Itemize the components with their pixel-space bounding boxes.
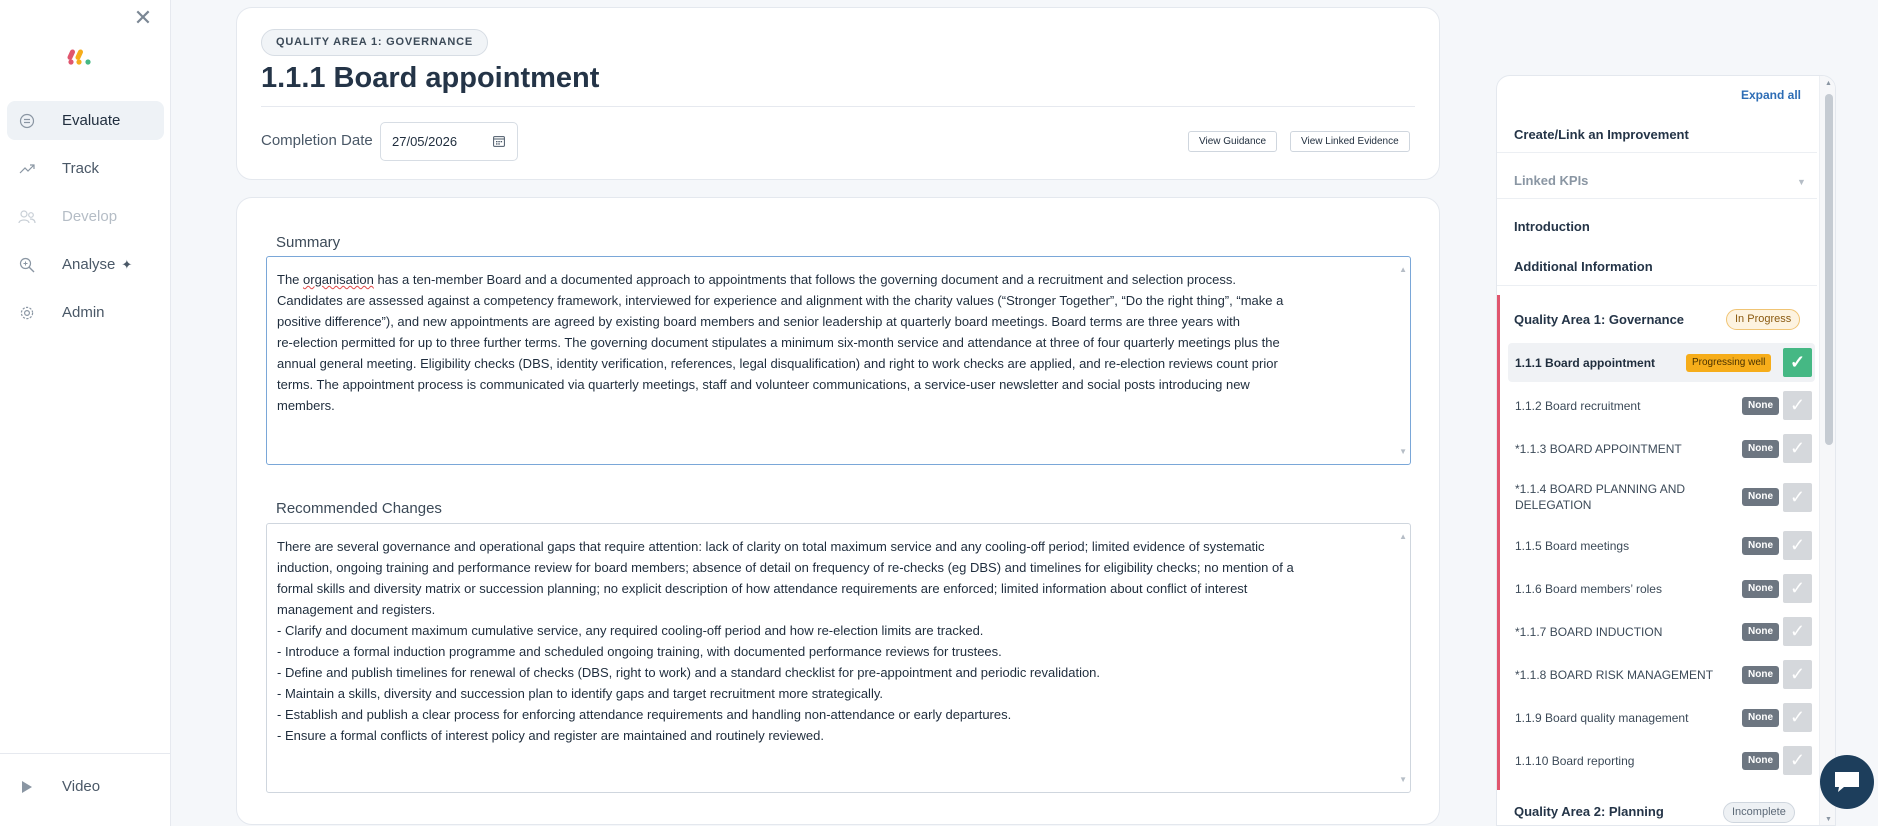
standard-item-1-1-5[interactable] [1508, 526, 1815, 565]
summary-text-start: The [277, 272, 304, 287]
scroll-down-icon[interactable]: ▼ [1399, 775, 1407, 784]
item-label: 1.1.9 Board quality management [1515, 710, 1689, 725]
nav-label: Analyse [62, 256, 116, 273]
check-icon[interactable]: ✓ [1783, 660, 1812, 689]
calendar-icon[interactable] [493, 135, 505, 147]
divider [261, 106, 1415, 107]
expand-all-link[interactable]: Expand all [1740, 88, 1801, 102]
page-title: 1.1.1 Board appointment [261, 62, 600, 94]
check-icon[interactable]: ✓ [1783, 483, 1812, 512]
check-icon[interactable]: ✓ [1783, 574, 1812, 603]
item-label: *1.1.8 BOARD RISK MANAGEMENT [1515, 667, 1714, 682]
nav-item-develop[interactable] [7, 197, 164, 236]
nav-label: Track [62, 160, 99, 177]
check-icon[interactable]: ✓ [1783, 703, 1812, 732]
standard-item-1-1-2[interactable] [1508, 386, 1815, 425]
evaluate-icon [17, 111, 37, 131]
sidebar [0, 0, 171, 826]
rating-tag: None [1742, 537, 1779, 555]
check-icon[interactable]: ✓ [1783, 617, 1812, 646]
standard-header-card [236, 7, 1440, 180]
scroll-up-icon[interactable]: ▲ [1825, 80, 1832, 87]
additional-information-link[interactable]: Additional Information [1514, 259, 1653, 274]
chevron-down-icon[interactable]: ▼ [1797, 177, 1806, 187]
create-link-improvement[interactable]: Create/Link an Improvement [1514, 127, 1689, 142]
recommended-changes-label: Recommended Changes [276, 500, 442, 517]
quality-area-1-title[interactable]: Quality Area 1: Governance [1514, 312, 1685, 327]
standard-item-1-1-9[interactable] [1508, 698, 1815, 737]
item-label: 1.1.6 Board members’ roles [1515, 581, 1662, 596]
check-icon[interactable]: ✓ [1783, 348, 1812, 377]
nav-label: Develop [62, 208, 118, 225]
scroll-down-icon[interactable]: ▼ [1825, 816, 1832, 823]
chat-launcher-button[interactable] [1820, 755, 1874, 809]
gear-icon [17, 303, 37, 323]
close-icon[interactable]: ✕ [133, 5, 153, 30]
divider [1497, 152, 1817, 153]
scrollbar-thumb[interactable] [1825, 94, 1833, 445]
rating-tag: None [1742, 397, 1779, 415]
view-guidance-button[interactable]: View Guidance [1188, 131, 1277, 152]
standard-item-1-1-4[interactable] [1508, 472, 1815, 522]
summary-label: Summary [276, 234, 341, 251]
item-label: 1.1.2 Board recruitment [1515, 398, 1641, 413]
divider [1497, 198, 1817, 199]
navigation-panel [1496, 75, 1836, 826]
introduction-link[interactable]: Introduction [1514, 219, 1590, 234]
nav-item-track[interactable] [7, 149, 164, 188]
check-icon[interactable]: ✓ [1783, 746, 1812, 775]
play-icon [17, 777, 37, 797]
standard-item-1-1-7[interactable] [1508, 612, 1815, 651]
item-label: *1.1.7 BOARD INDUCTION [1515, 624, 1663, 639]
rating-tag: Progressing well [1686, 354, 1771, 372]
scroll-down-icon[interactable]: ▼ [1399, 447, 1407, 456]
recommended-changes-textarea[interactable] [266, 523, 1411, 793]
completion-date-label: Completion Date [261, 132, 373, 149]
item-label: *1.1.4 BOARD PLANNING AND DELEGATION [1515, 482, 1686, 512]
nav-item-admin[interactable] [7, 293, 164, 332]
view-linked-evidence-button[interactable]: View Linked Evidence [1290, 131, 1410, 152]
standard-item-1-1-1[interactable] [1508, 343, 1815, 382]
rating-tag: None [1742, 440, 1779, 458]
item-label: 1.1.10 Board reporting [1515, 753, 1635, 768]
check-icon[interactable]: ✓ [1783, 391, 1812, 420]
check-icon[interactable]: ✓ [1783, 434, 1812, 463]
trend-icon [17, 159, 37, 179]
quality-area-badge: QUALITY AREA 1: GOVERNANCE [261, 29, 488, 56]
main-nav [7, 101, 164, 341]
nav-item-video[interactable] [7, 767, 164, 806]
evaluation-card [236, 197, 1440, 825]
nav-item-analyse[interactable] [7, 245, 164, 284]
nav-label: Evaluate [62, 112, 121, 129]
rating-tag: None [1742, 488, 1779, 506]
people-icon [17, 207, 37, 227]
rating-tag: None [1742, 580, 1779, 598]
rating-tag: None [1742, 666, 1779, 684]
rating-tag: None [1742, 709, 1779, 727]
quality-area-1-group [1497, 295, 1819, 790]
item-label: *1.1.3 BOARD APPOINTMENT [1515, 441, 1682, 456]
divider [1497, 285, 1817, 286]
nav-label: Video [62, 778, 101, 795]
standard-item-1-1-10[interactable] [1508, 741, 1815, 780]
scroll-up-icon[interactable]: ▲ [1399, 265, 1407, 274]
spelling-error: organisation [303, 272, 374, 287]
scroll-up-icon[interactable]: ▲ [1399, 532, 1407, 541]
rating-tag: None [1742, 623, 1779, 641]
standard-item-1-1-8[interactable] [1508, 655, 1815, 694]
status-badge: In Progress [1726, 309, 1800, 330]
nav-item-evaluate[interactable] [7, 101, 164, 140]
search-icon [17, 255, 37, 275]
check-icon[interactable]: ✓ [1783, 531, 1812, 560]
standard-item-1-1-3[interactable] [1508, 429, 1815, 468]
chat-icon [1832, 769, 1862, 795]
summary-textarea[interactable] [266, 256, 1411, 465]
panel-scrollbar[interactable] [1819, 76, 1836, 826]
nav-label: Admin [62, 304, 105, 321]
sparkle-icon: ✦ [121, 256, 133, 272]
quality-area-2-title[interactable]: Quality Area 2: Planning [1514, 804, 1664, 819]
summary-text-rest: has a ten-member Board and a documented approach to appointments that follows the governing document and a recruitment and selection process. Candidates are assessed against a competency framework, interviewed for experience and alignment with the charity values (“Stronger Together”, “Do the right thing”, “make a positive difference”), and new appointments are agreed by existing board members and senior leadership at quarterly board meetings. Board terms are three years with re-election permitted for up to three further terms. The governing document stipulates a minimum six-month service and attendance at three of four quarterly meetings plus the annual general meeting. Eligibility checks (DBS, identity verification, references, legal disqualification) and right to work checks are applied, and re-election reviews count prior terms. The appointment process is communicated via quarterly meetings, staff and volunteer communications, a service-user newsletter and social posts introducing new members. [277, 272, 1284, 413]
item-label: 1.1.5 Board meetings [1515, 538, 1630, 553]
app-logo [66, 46, 96, 66]
status-badge: Incomplete [1723, 802, 1795, 823]
item-label: 1.1.1 Board appointment [1515, 355, 1656, 370]
rating-tag: None [1742, 752, 1779, 770]
divider [0, 753, 170, 754]
standard-item-1-1-6[interactable] [1508, 569, 1815, 608]
recommended-changes-text: There are several governance and operational gaps that require attention: lack of clarity on total maximum service and any cooling-off period; limited evidence of systematic induction, ongoing training and performance review for board members; absence of detail on frequency of re-checks (eg DBS) and timelines for eligibility checks; no mention of a formal skills and diversity matrix or succession planning; no explicit description of how attendance requirements are enforced; limited information about conflict of interest management and registers. - Clarify and document maximum cumulative service, any required cooling-off period and how re-election limits are tracked. - Introduce a formal induction programme and scheduled ongoing training, with documented performance reviews for trustees. - Define and publish timelines for renewal of checks (DBS, right to work) and a standard checklist for pre-appointment and periodic revalidation. - Maintain a skills, diversity and succession plan to identify gaps and target recruitment more strategically. - Establish and publish a clear process for enforcing attendance requirements and handling non-attendance or early departures. - Ensure a formal conflicts of interest policy and register are maintained and routinely reviewed. [277, 539, 1294, 743]
linked-kpis-toggle[interactable]: Linked KPIs [1514, 173, 1589, 188]
